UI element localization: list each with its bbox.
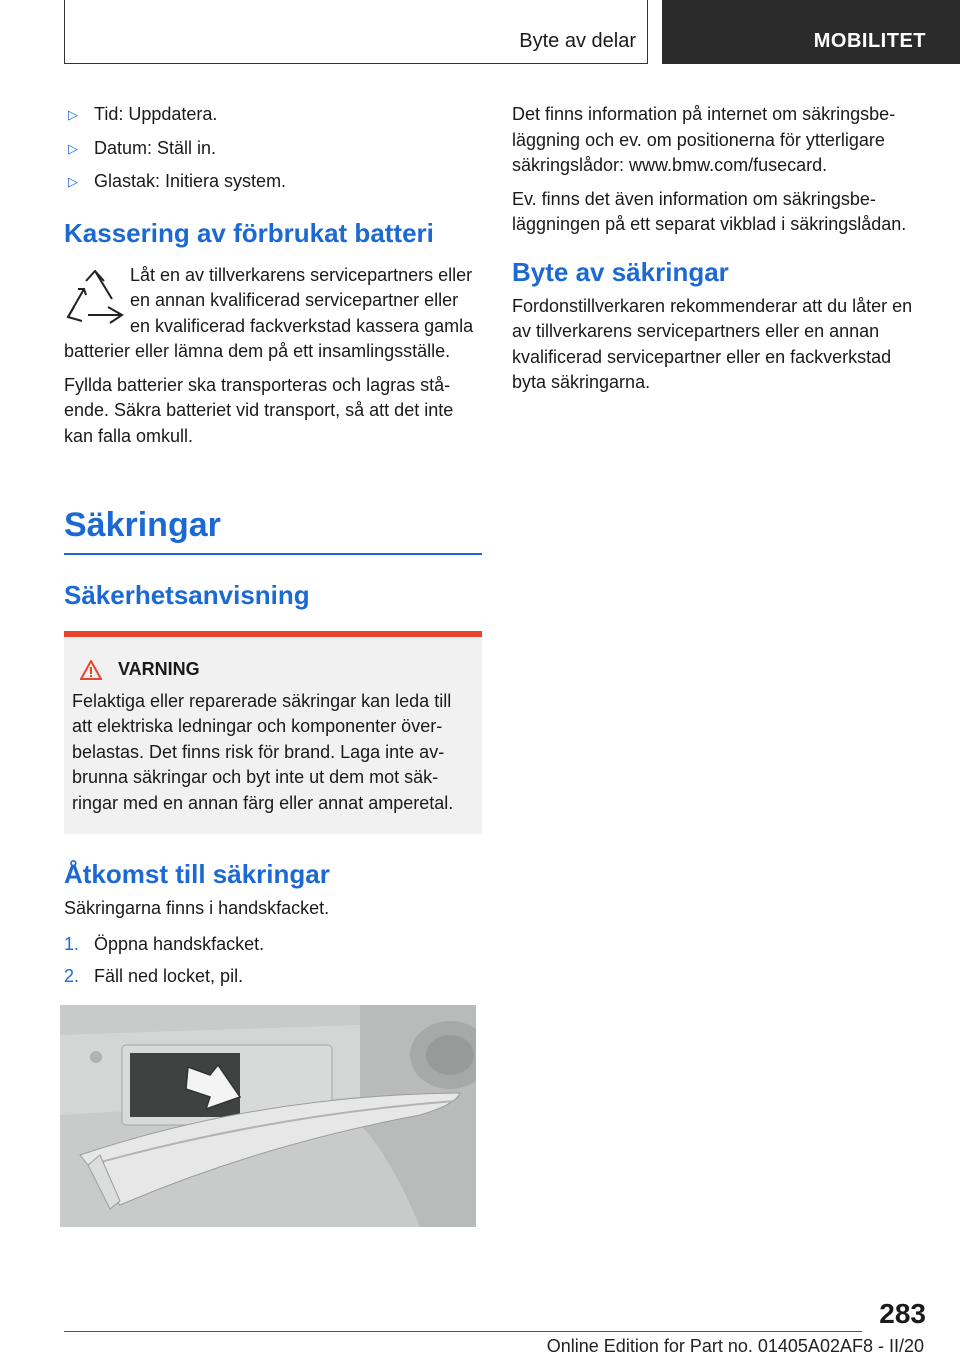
access-intro: Säkringarna finns i handskfacket. (64, 898, 330, 918)
list-item (64, 169, 482, 195)
disposal-heading: Kassering av förbrukat batteri (64, 217, 434, 248)
triangle-bullet-icon: ▷ (68, 140, 78, 156)
triangle-bullet-icon: ▷ (68, 174, 78, 189)
section-title: Byte av delar (519, 30, 636, 52)
disposal-paragraph: Låt en av tillverkarens servicepartners eller en annan kvalificerad servicepartner eller en kvalificerad fackverkstad kassera gamla batterier eller lämna dem på ett insamlingsställe. (64, 264, 474, 361)
step-number: 1. (64, 933, 80, 954)
list-item-text: Datum: Ställ in. (94, 137, 217, 158)
glovebox-illustration (60, 1005, 476, 1227)
safety-heading: Säkerhetsanvisning (64, 580, 310, 610)
replace-paragraph: Fordonstillverkaren rekommenderar att du låter en av tillverkarens servicepartners eller en annan kvalificerad servicepartner eller en fackverkstad byta säkringarna. (512, 295, 913, 392)
warning-label: VARNING (118, 659, 200, 679)
recycle-icon (64, 267, 126, 327)
chapter-tab (662, 0, 960, 64)
list-item-text: Tid: Uppdatera. (94, 104, 218, 124)
fuse-info-paragraph-2: Ev. finns det även information om säkringsbeläggningen på ett separat vikblad i säkringslådan. (512, 188, 907, 234)
right-column (512, 102, 930, 404)
warning-text: Felaktiga eller reparerade säkringar kan leda till att elektriska ledningar och komponenter överbelastas. Det finns risk för brand. Laga inte avbrunna säkringar och byt inte ut dem mot säkringar med en annan färg eller annat amperetal. (72, 690, 454, 813)
list-item (64, 102, 482, 128)
warning-header (72, 657, 474, 683)
step-item (64, 932, 482, 958)
access-heading: Åtkomst till säkringar (64, 859, 330, 889)
replace-heading: Byte av säkringar (512, 256, 729, 287)
fuses-title: Säkringar (64, 506, 221, 544)
triangle-bullet-icon: ▷ (68, 107, 78, 122)
list-item-text: Glastak: Initiera system. (94, 171, 287, 191)
glovebox-photo (60, 1005, 476, 1227)
title-divider (64, 553, 482, 555)
step-text: Fäll ned locket, pil. (94, 966, 244, 986)
left-column (64, 102, 482, 997)
list-item (64, 136, 482, 162)
warning-box (64, 631, 482, 834)
edition-text: Online Edition for Part no. 01405A02AF8 - II/20 (546, 1336, 924, 1356)
warning-triangle-icon (80, 660, 102, 680)
chapter-label: MOBILITET (813, 30, 926, 52)
step-item (64, 964, 482, 990)
step-number: 2. (64, 966, 80, 986)
disposal-paragraph-2: Fyllda batterier ska transporteras och lagras stående. Säkra batteriet vid transport, så att det inte kan falla omkull. (64, 374, 454, 446)
footer-divider (64, 1331, 862, 1332)
fuse-info-paragraph: Det finns information på internet om säkringsbeläggning och ev. om positionerna för ytterligare säkringslådor: www.bmw.com/fusecard. (512, 104, 896, 175)
page-number: 283 (879, 1298, 926, 1329)
step-text: Öppna handskfacket. (94, 933, 265, 954)
